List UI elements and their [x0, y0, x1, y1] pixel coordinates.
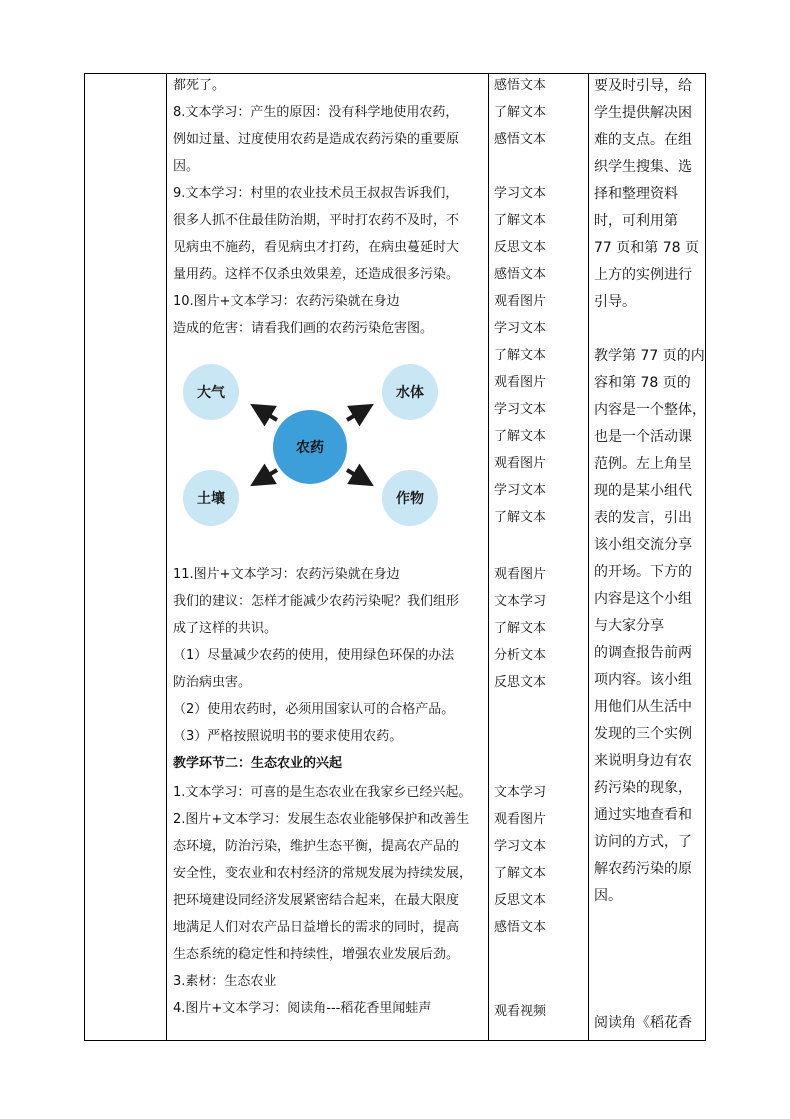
activity-line: 学习文本: [494, 402, 547, 417]
activity-line: 了解文本: [494, 213, 547, 228]
content-line: 我们的建议：怎样才能减少农药污染呢？我们组形: [173, 594, 460, 609]
lesson-table: [84, 73, 706, 1041]
arrow-to-air: [257, 408, 277, 420]
activity-line: 学习文本: [494, 839, 547, 854]
activity-line: 分析文本: [494, 648, 547, 663]
content-line: （2）使用农药时，必须用国家认可的合格产品。: [173, 702, 455, 717]
note-line: 解农药污染的原: [594, 861, 692, 877]
note-line: 时，可利用第: [594, 213, 678, 229]
section-heading: 教学环节二：生态农业的兴起: [173, 756, 343, 771]
content-line: 例如过量、过度使用农药是造成农药污染的重要原: [173, 132, 460, 147]
content-line: 把环境建设同经济发展紧密结合起来，在最大限度: [173, 893, 460, 908]
activity-line: 感悟文本: [494, 267, 547, 282]
activity-line: 观看图片: [494, 812, 547, 827]
note-line: 也是一个活动课: [594, 429, 692, 445]
note-line: 来说明身边有农: [594, 753, 692, 769]
note-line: 内容是这个小组: [594, 591, 692, 607]
note-line: 的开场。下方的: [594, 564, 692, 580]
node-water: 水体: [382, 364, 438, 420]
activity-line: 文本学习: [494, 785, 547, 800]
content-line: 见病虫不施药，看见病虫才打药，在病虫蔓延时大: [173, 240, 460, 255]
note-line: 因。: [594, 888, 622, 904]
activity-line: 了解文本: [494, 621, 547, 636]
column-divider: [588, 74, 589, 1040]
activity-line: 反思文本: [494, 893, 547, 908]
activity-line: 了解文本: [494, 348, 547, 363]
activity-line: 了解文本: [494, 429, 547, 444]
arrow-to-crops: [347, 470, 367, 482]
column-divider: [166, 74, 167, 1040]
note-line: 容和第 78 页的: [594, 375, 691, 391]
activity-line: 学习文本: [494, 321, 547, 336]
activity-line: 学习文本: [494, 186, 547, 201]
note-line: 访问的方式，了: [594, 834, 692, 850]
note-line: 难的支点。在组: [594, 132, 692, 148]
content-line: 11.图片+文本学习：农药污染就在身边: [173, 567, 400, 582]
activity-line: 了解文本: [494, 105, 547, 120]
activity-line: 观看图片: [494, 567, 547, 582]
note-line: 项内容。该小组: [594, 672, 692, 688]
note-line: 织学生搜集、选: [594, 159, 692, 175]
content-line: 2.图片+文本学习：发展生态农业能够保护和改善生: [173, 812, 470, 827]
content-line: 都死了。: [173, 78, 226, 93]
content-line: 生态系统的稳定性和持续性，增强农业发展后劲。: [173, 947, 460, 962]
column-divider: [488, 74, 489, 1040]
activity-line: 反思文本: [494, 675, 547, 690]
note-line: 的调查报告前两: [594, 645, 692, 661]
note-line: 与大家分享: [594, 618, 664, 634]
content-line: 3.素材：生态农业: [173, 974, 277, 989]
content-line: 9.文本学习：村里的农业技术员王叔叔告诉我们，: [173, 186, 459, 201]
activity-line: 感悟文本: [494, 78, 547, 93]
arrow-to-water: [347, 408, 367, 420]
note-line: 药污染的现象，: [594, 780, 692, 796]
note-line: 表的发言，引出: [594, 510, 692, 526]
activity-line: 观看图片: [494, 375, 547, 390]
activity-line: 感悟文本: [494, 132, 547, 147]
content-line: 8.文本学习：产生的原因：没有科学地使用农药，: [173, 105, 459, 120]
activity-line: 了解文本: [494, 510, 547, 525]
content-line: 态环境，防治污染，维护生态平衡，提高农产品的: [173, 839, 460, 854]
content-line: （3）严格按照说明书的要求使用农药。: [173, 729, 403, 744]
content-line: 量用药。这样不仅杀虫效果差，还造成很多污染。: [173, 267, 460, 282]
node-pesticide: 农药: [273, 410, 347, 484]
activity-line: 了解文本: [494, 866, 547, 881]
note-line: 上方的实例进行: [594, 267, 692, 283]
content-line: 10.图片+文本学习：农药污染就在身边: [173, 294, 400, 309]
content-line: 地满足人们对农产品日益增长的需求的同时，提高: [173, 920, 460, 935]
content-line: 4.图片+文本学习：阅读角---稻花香里闻蛙声: [173, 1001, 432, 1016]
note-line: 引导。: [594, 294, 636, 310]
activity-line: 观看图片: [494, 294, 547, 309]
activity-line: 学习文本: [494, 483, 547, 498]
content-line: 很多人抓不住最佳防治期，平时打农药不及时，不: [173, 213, 460, 228]
pesticide-pollution-diagram: [177, 364, 447, 534]
note-line: 内容是一个整体，: [594, 402, 706, 418]
note-line: 择和整理资料: [594, 186, 678, 202]
note-line: 要及时引导，给: [594, 78, 692, 94]
note-line: 该小组交流分享: [594, 537, 692, 553]
activity-line: 观看图片: [494, 456, 547, 471]
content-line: 防治病虫害。: [173, 675, 252, 690]
content-line: 安全性，变农业和农村经济的常规发展为持续发展，: [173, 866, 473, 881]
note-line: 77 页和第 78 页: [594, 240, 699, 256]
note-line: 通过实地查看和: [594, 807, 692, 823]
content-line: 因。: [173, 159, 200, 174]
content-line: 造成的危害：请看我们画的农药污染危害图。: [173, 321, 434, 336]
note-line: 用他们从生活中: [594, 699, 692, 715]
content-line: 1.文本学习：可喜的是生态农业在我家乡已经兴起。: [173, 785, 472, 800]
node-soil: 土壤: [183, 470, 239, 526]
note-line: 现的是某小组代: [594, 483, 692, 499]
node-crops: 作物: [382, 470, 438, 526]
content-line: 成了这样的共识。: [173, 621, 278, 636]
node-air: 大气: [183, 364, 239, 420]
note-line: 阅读角《稻花香: [594, 1015, 692, 1031]
activity-line: 观看视频: [494, 1004, 547, 1019]
content-line: （1）尽量减少农药的使用，使用绿色环保的办法: [173, 648, 455, 663]
activity-line: 感悟文本: [494, 920, 547, 935]
note-line: 范例。左上角呈: [594, 456, 692, 472]
activity-line: 反思文本: [494, 240, 547, 255]
arrow-to-soil: [257, 470, 277, 482]
note-line: 学生提供解决困: [594, 105, 692, 121]
note-line: 发现的三个实例: [594, 726, 692, 742]
note-line: 教学第 77 页的内: [594, 348, 705, 364]
activity-line: 文本学习: [494, 594, 547, 609]
